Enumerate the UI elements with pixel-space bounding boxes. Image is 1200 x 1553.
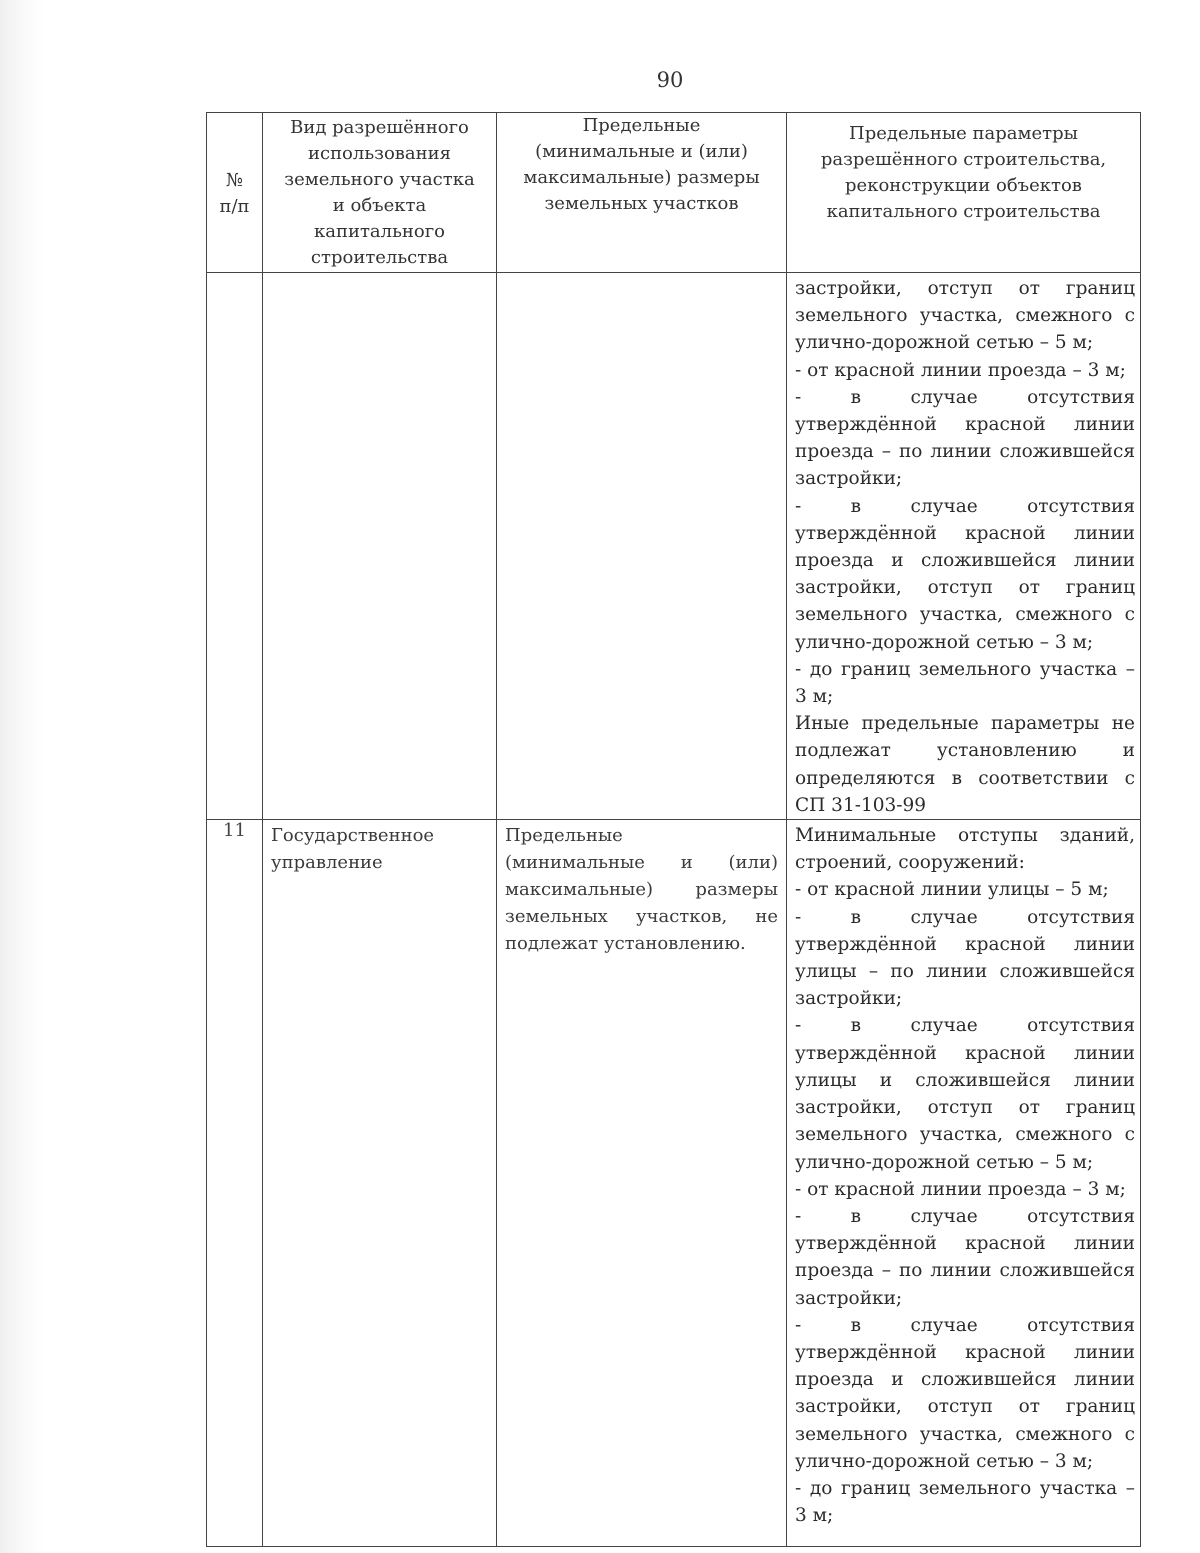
text-line: разрешённого строительства, [820,149,1107,170]
text-line: проезда – по линии сложившейся [795,1260,1135,1282]
text-line: Предельные параметры [849,123,1078,144]
continued-size-cell [497,273,787,820]
text-line: проезда и сложившейся линии [795,1369,1135,1391]
continued-number-cell [207,273,263,820]
text-line: - до границ земельного участка – [795,658,1135,680]
text-line: утверждённой красной линии [795,1341,1135,1363]
text-line: утверждённой красной линии [795,414,1135,436]
text-line: и объекта [332,195,427,216]
text-line: подлежат установлению и [795,740,1135,762]
text-line: земельных участков [544,193,739,214]
header-construction-parameters [787,113,1141,273]
text-line: застройки; [795,988,903,1010]
text-line: Иные предельные параметры не [795,713,1135,735]
text-line: Предельные [582,115,701,136]
text-line: улицы – по линии сложившейся [795,961,1135,983]
text-line: земельного участка, смежного с [795,604,1135,626]
text-line: застройки, отступ от границ [795,1097,1135,1119]
text-line: застройки; [795,468,903,490]
text-line: земельного участка, смежного с [795,1423,1135,1445]
row-11-parameters-cell [787,820,1141,1547]
text-line: земельного участка, смежного с [795,1124,1135,1146]
text-line: использования [307,143,451,164]
text-line: улично-дорожной сетью – 3 м; [795,631,1094,653]
text-line: - до границ земельного участка – [795,1477,1135,1499]
text-line: реконструкции объектов [845,175,1082,196]
page-number: 90 [656,68,684,92]
text-line: проезда и сложившейся линии [795,550,1135,572]
continued-use-cell [263,273,497,820]
text-line: - от красной линии проезда – 3 м; [795,1178,1126,1200]
row-11-size-cell [497,820,787,1547]
text-line: застройки; [795,1287,903,1309]
text-line: улицы и сложившейся линии [795,1069,1135,1091]
table-header-row [207,113,1141,273]
text-line: строительства [310,247,449,268]
text-line: земельного участка [284,169,475,190]
text-line: строений, сооружений: [795,852,1025,874]
text-line: - в случае отсутствия [795,1015,1135,1037]
text-line: застройки, отступ от границ [795,1396,1135,1418]
text-line: земельного участка, смежного с [795,305,1135,327]
text-line: застройки, отступ от границ [795,278,1135,299]
text-line: - в случае отсутствия [795,495,1135,517]
text-line: Государственное [271,825,435,847]
text-line: утверждённой красной линии [795,933,1135,955]
text-line: - от красной линии улицы – 5 м; [795,879,1109,901]
text-line: капитального [313,221,445,242]
text-line: Вид разрешённого [290,117,469,138]
table-row-11 [207,820,1141,1547]
text-line: проезда – по линии сложившейся [795,441,1135,463]
text-line: - в случае отсутствия [795,386,1135,408]
text-line: Предельные [505,825,623,847]
text-line: № [225,169,244,191]
text-line: улично-дорожной сетью – 3 м; [795,1450,1094,1472]
text-line: утверждённой красной линии [795,1233,1135,1255]
scan-shadow-edge [0,0,44,1553]
row-11-number: 11 [207,820,263,1547]
continued-parameters-cell [787,273,1141,820]
text-line: капитального строительства [826,201,1101,222]
land-use-parameters-table [206,112,1141,1547]
row-11-use-cell [263,820,497,1547]
text-line: 3 м; [795,1505,834,1527]
text-line: максимальные) размеры [523,167,760,188]
text-line: утверждённой красной линии [795,522,1135,544]
text-line: - от красной линии проезда – 3 м; [795,359,1126,381]
text-line: - в случае отсутствия [795,1205,1135,1227]
text-line: застройки, отступ от границ [795,577,1135,599]
header-plot-sizes [497,113,787,273]
text-line: - в случае отсутствия [795,1314,1135,1336]
text-line: подлежат установлению. [505,933,746,955]
text-line: определяются в соответствии с [795,767,1135,789]
header-permitted-use [263,113,497,273]
text-line: утверждённой красной линии [795,1042,1135,1064]
text-line: улично-дорожной сетью – 5 м; [795,1151,1094,1173]
text-line: максимальные) размеры [505,879,778,901]
header-number [207,113,263,273]
text-line: п/п [219,195,250,217]
text-line: земельных участков, не [505,906,778,928]
text-line: - в случае отсутствия [795,906,1135,928]
text-line: Минимальные отступы зданий, [795,825,1135,847]
text-line: СП 31-103-99 [795,794,927,816]
table-row-continued [207,273,1141,820]
text-line: (минимальные и (или) [505,852,778,874]
text-line: улично-дорожной сетью – 5 м; [795,332,1094,354]
text-line: (минимальные и (или) [535,141,748,162]
text-line: управление [271,852,383,874]
text-line: 3 м; [795,686,834,708]
